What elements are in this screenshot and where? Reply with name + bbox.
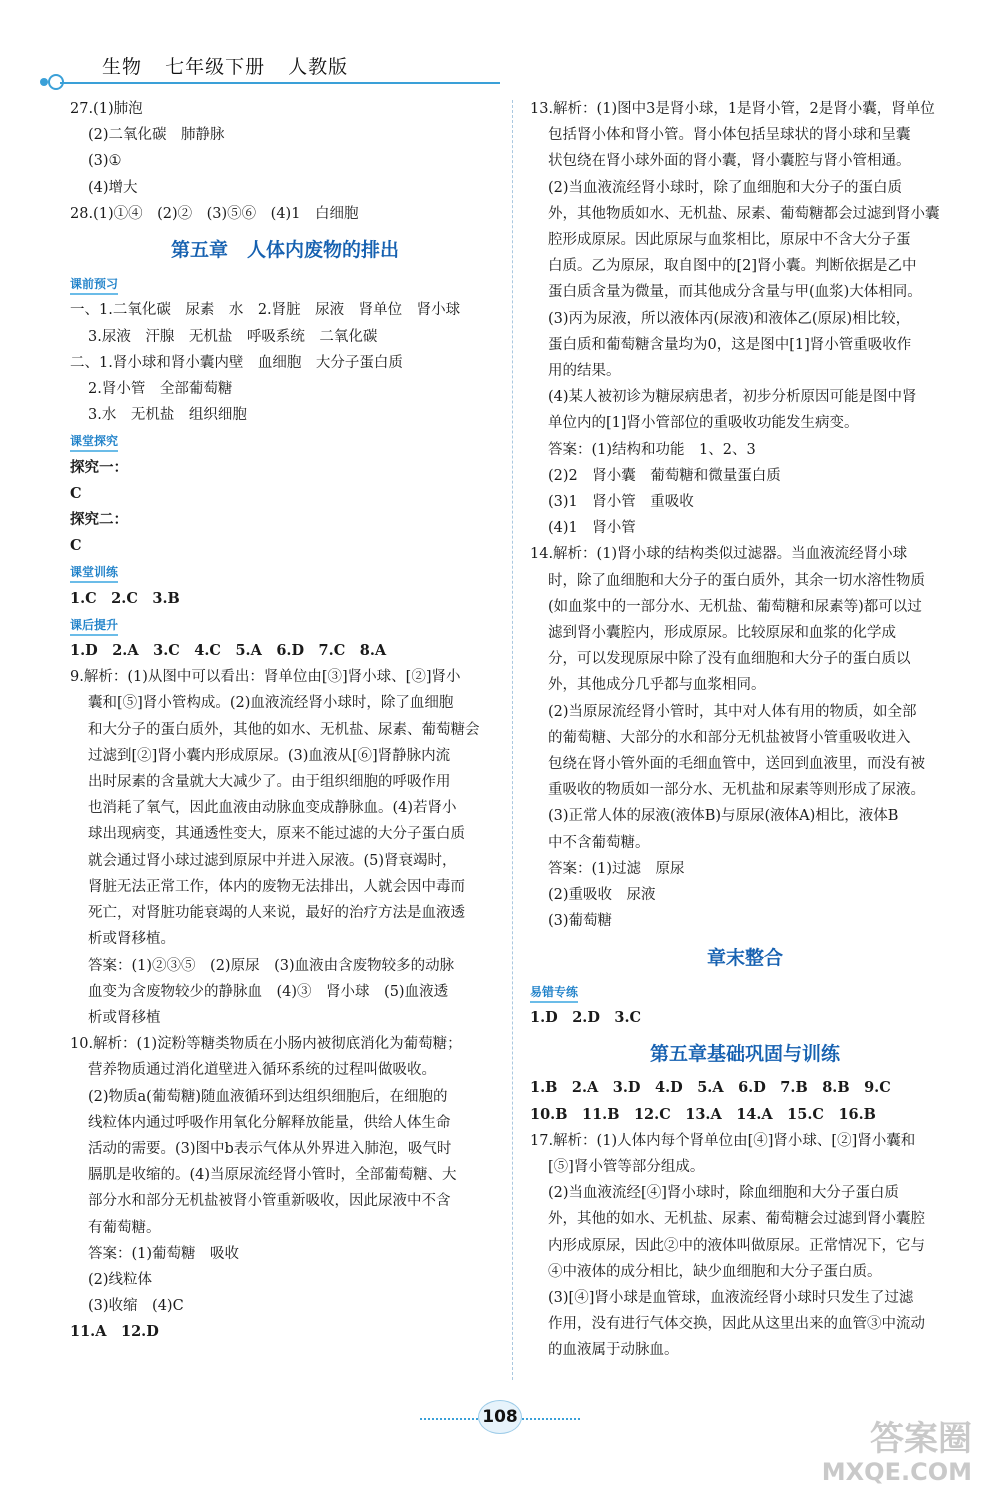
text-line: 答案：(1)葡萄糖 吸收 bbox=[88, 1245, 240, 1262]
text-line: (4)某人被初诊为糖尿病患者，初步分析原因可能是图中肾 bbox=[548, 389, 917, 406]
text-line: 17.解析：(1)人体内每个肾单位由[④]肾小球、[②]肾小囊和 bbox=[530, 1132, 916, 1149]
text-line: (2)物质a(葡萄糖)随血液循环到达组织细胞后，在细胞的 bbox=[88, 1088, 448, 1105]
text-line: (2)2 肾小囊 葡萄糖和微量蛋白质 bbox=[548, 467, 781, 484]
text-line: (4)1 肾小管 bbox=[548, 520, 636, 537]
chapter-title: 第五章基础巩固与训练 bbox=[649, 1043, 840, 1066]
section-tag-label: 课后提升 bbox=[70, 616, 118, 636]
text-line: 滤到肾小囊腔内，形成原尿。比较原尿和血浆的化学成 bbox=[548, 625, 896, 642]
text-line: 有葡萄糖。 bbox=[88, 1219, 161, 1236]
text-line: 营养物质通过消化道壁进入循环系统的过程叫做吸收。 bbox=[88, 1062, 436, 1079]
text-line: 9.解析：(1)从图中可以看出：肾单位由[③]肾小球、[②]肾小 bbox=[70, 669, 461, 686]
left-column bbox=[70, 96, 500, 1346]
text-line: 作用，没有进行气体交换，因此从这里出来的血管③中流动 bbox=[548, 1316, 925, 1333]
text-line: (2)当血液流经[④]肾小球时，除血细胞和大分子蛋白质 bbox=[548, 1185, 899, 1202]
text-line: 白质。乙为原尿，取自图中的[2]肾小囊。判断依据是乙中 bbox=[548, 258, 917, 275]
text-line: 单位内的[1]肾小管部位的重吸收功能发生病变。 bbox=[548, 415, 859, 432]
text-line: 析或肾移植。 bbox=[88, 931, 175, 948]
right-column bbox=[530, 96, 960, 1364]
section-tag bbox=[530, 979, 960, 1005]
section-tag bbox=[70, 559, 500, 585]
text-line: (3)丙为尿液，所以液体丙(尿液)和液体乙(原尿)相比较， bbox=[548, 310, 911, 327]
text-line: 活动的需要。(3)图中b表示气体从外界进入肺泡，吸气时 bbox=[88, 1140, 452, 1157]
text-line: 答案：(1)过滤 原尿 bbox=[548, 860, 685, 877]
chapter-title: 第五章 人体内废物的排出 bbox=[170, 239, 399, 262]
section-tag bbox=[70, 428, 500, 454]
text-line: 3.水 无机盐 组织细胞 bbox=[88, 407, 247, 424]
text-line: 包绕在肾小管外面的毛细血管中，送回到血液里，而没有被 bbox=[548, 756, 925, 773]
chapter-title: 章末整合 bbox=[706, 946, 783, 969]
grade: 七年级下册 bbox=[165, 56, 266, 78]
text-line: ④中液体的成分相比，缺少血细胞和大分子蛋白质。 bbox=[548, 1263, 882, 1280]
watermark bbox=[822, 1420, 972, 1486]
text-line: 14.解析：(1)肾小球的结构类似过滤器。当血液流经肾小球 bbox=[530, 546, 908, 563]
text-line: 2.肾小管 全部葡萄糖 bbox=[88, 381, 233, 398]
text-line: 线粒体内通过呼吸作用氧化分解释放能量，供给人体生命 bbox=[88, 1114, 451, 1131]
text-line: 分，可以发现原尿中除了没有血细胞和大分子的蛋白质以 bbox=[548, 651, 911, 668]
text-line: 腔形成原尿。因此原尿与血浆相比，原尿中不含大分子蛋 bbox=[548, 232, 911, 249]
text-line: 外，其他的如水、无机盐、尿素、葡萄糖会过滤到肾小囊腔 bbox=[548, 1211, 925, 1228]
header-dot-icon bbox=[40, 78, 48, 86]
text-line: (2)二氧化碳 肺静脉 bbox=[88, 127, 225, 144]
text-line: (4)增大 bbox=[88, 179, 138, 196]
header-title bbox=[102, 52, 364, 79]
text-line: 时，除了血细胞和大分子的蛋白质外，其余一切水溶性物质 bbox=[548, 572, 925, 589]
text-line: 也消耗了氧气，因此血液由动脉血变成静脉血。(4)若肾小 bbox=[88, 800, 457, 817]
text-line: 探究一： bbox=[70, 458, 128, 476]
text-line: 出时尿素的含量就大大减少了。由于组织细胞的呼吸作用 bbox=[88, 774, 451, 791]
text-line: 的血液属于动脉血。 bbox=[548, 1342, 679, 1359]
edition: 人教版 bbox=[288, 56, 349, 78]
text-line: 11.A 12.D bbox=[70, 1323, 159, 1341]
text-line: 中不含葡萄糖。 bbox=[548, 834, 650, 851]
section-tag-label: 课前预习 bbox=[70, 275, 118, 295]
text-line: (3)正常人体的尿液(液体B)与原尿(液体A)相比，液体B bbox=[548, 808, 899, 825]
page-number: 108 bbox=[478, 1400, 522, 1434]
text-line: (2)线粒体 bbox=[88, 1271, 153, 1288]
text-line: C bbox=[70, 537, 82, 555]
text-line: C bbox=[70, 484, 82, 502]
text-line: 球出现病变，其通透性变大，原来不能过滤的大分子蛋白质 bbox=[88, 826, 465, 843]
text-line: 13.解析：(1)图中3是肾小球，1是肾小管，2是肾小囊，肾单位 bbox=[530, 101, 935, 117]
text-line: 部分水和部分无机盐被肾小管重新吸收，因此尿液中不含 bbox=[88, 1193, 451, 1210]
watermark-url: MXQE.COM bbox=[821, 1458, 972, 1486]
text-line: 外，其他物质如水、无机盐、尿素、葡萄糖都会过滤到肾小囊 bbox=[548, 205, 940, 222]
text-line: (2)当血液流经肾小球时，除了血细胞和大分子的蛋白质 bbox=[548, 179, 903, 196]
text-line: (3)收缩 (4)C bbox=[88, 1298, 184, 1315]
text-line: (3)① bbox=[88, 153, 122, 170]
section-tag-label: 课堂探究 bbox=[70, 432, 118, 452]
text-line: (如血浆中的一部分水、无机盐、葡萄糖和尿素等)都可以过 bbox=[548, 598, 922, 615]
text-line: 死亡，对肾脏功能衰竭的人来说，最好的治疗方法是血液透 bbox=[88, 905, 465, 922]
text-line: 10.B 11.B 12.C 13.A 14.A 15.C 16.B bbox=[530, 1105, 876, 1123]
text-line: 蛋白质含量为微量，而其他成分含量与甲(血浆)大体相同。 bbox=[548, 284, 922, 301]
header-rule bbox=[60, 82, 500, 84]
text-line: 答案：(1)结构和功能 1、2、3 bbox=[548, 441, 756, 458]
text-line: 1.C 2.C 3.B bbox=[70, 589, 180, 607]
text-line: 答案：(1)②③⑤ (2)原尿 (3)血液由含废物较多的动脉 bbox=[88, 957, 455, 974]
text-line: 外，其他成分几乎都与血浆相同。 bbox=[548, 677, 766, 694]
text-line: 1.B 2.A 3.D 4.D 5.A 6.D 7.B 8.B 9.C bbox=[530, 1079, 891, 1097]
text-line: 蛋白质和葡萄糖含量均为0，这是图中[1]肾小管重吸收作 bbox=[548, 336, 912, 353]
text-line: 10.解析：(1)淀粉等糖类物质在小肠内被彻底消化为葡萄糖； bbox=[70, 1036, 462, 1053]
section-tag bbox=[70, 271, 500, 297]
footer-dots-right bbox=[522, 1418, 580, 1420]
text-line: 析或肾移植 bbox=[88, 1009, 161, 1026]
text-line: 过滤到[②]肾小囊内形成原尿。(3)血液从[⑥]肾静脉内流 bbox=[88, 747, 451, 764]
text-line: 重吸收的物质如一部分水、无机盐和尿素等则形成了尿液。 bbox=[548, 782, 925, 799]
text-line: 28.(1)①④ (2)② (3)⑤⑥ (4)1 白细胞 bbox=[70, 205, 359, 222]
footer-dots-left bbox=[420, 1418, 478, 1420]
text-line: 囊和[⑤]肾小管构成。(2)血液流经肾小球时，除了血细胞 bbox=[88, 695, 454, 712]
text-line: 用的结果。 bbox=[548, 363, 621, 380]
page-header bbox=[40, 52, 500, 92]
column-divider bbox=[512, 100, 513, 1380]
text-line: 内形成原尿，因此②中的液体叫做原尿。正常情况下，它与 bbox=[548, 1237, 925, 1254]
text-line: 肾脏无法正常工作，体内的废物无法排出，人就会因中毒而 bbox=[88, 878, 465, 895]
text-line: 一、1.二氧化碳 尿素 水 2.肾脏 尿液 肾单位 肾小球 bbox=[70, 302, 461, 319]
watermark-text: 答案圈 bbox=[870, 1419, 972, 1459]
text-line: 1.D 2.A 3.C 4.C 5.A 6.D 7.C 8.A bbox=[70, 642, 387, 660]
text-line: 状包绕在肾小球外面的肾小囊，肾小囊腔与肾小管相通。 bbox=[548, 153, 911, 170]
text-line: 的葡萄糖、大部分的水和部分无机盐被肾小管重吸收进入 bbox=[548, 729, 911, 746]
text-line: 和大分子的蛋白质外，其他的如水、无机盐、尿素、葡萄糖会 bbox=[88, 721, 480, 738]
text-line: 血变为含废物较少的静脉血 (4)③ 肾小球 (5)血液透 bbox=[88, 983, 449, 1000]
text-line: [⑤]肾小管等部分组成。 bbox=[548, 1158, 705, 1175]
page-footer bbox=[420, 1398, 580, 1438]
section-tag bbox=[70, 612, 500, 638]
text-line: (3)葡萄糖 bbox=[548, 913, 613, 930]
text-line: (3)[④]肾小球是血管球，血液流经肾小球时只发生了过滤 bbox=[548, 1289, 914, 1306]
section-tag-label: 课堂训练 bbox=[70, 563, 118, 583]
text-line: (2)重吸收 尿液 bbox=[548, 887, 656, 904]
text-line: 膈肌是收缩的。(4)当原尿流经肾小管时，全部葡萄糖、大 bbox=[88, 1167, 457, 1184]
text-line: 包括肾小体和肾小管。肾小体包括呈球状的肾小球和呈囊 bbox=[548, 127, 911, 144]
text-line: (2)当原尿流经肾小管时，其中对人体有用的物质，如全部 bbox=[548, 703, 917, 720]
text-line: 27.(1)肺泡 bbox=[70, 101, 143, 117]
section-tag-label: 易错专练 bbox=[530, 983, 578, 1003]
text-line: 探究二： bbox=[70, 511, 128, 529]
text-line: 3.尿液 汗腺 无机盐 呼吸系统 二氧化碳 bbox=[88, 328, 378, 345]
subject: 生物 bbox=[102, 56, 143, 78]
text-line: 就会通过肾小球过滤到原尿中并进入尿液。(5)肾衰竭时， bbox=[88, 852, 457, 869]
text-line: (3)1 肾小管 重吸收 bbox=[548, 494, 694, 511]
text-line: 二、1.肾小球和肾小囊内壁 血细胞 大分子蛋白质 bbox=[70, 354, 403, 371]
text-line: 1.D 2.D 3.C bbox=[530, 1008, 642, 1026]
